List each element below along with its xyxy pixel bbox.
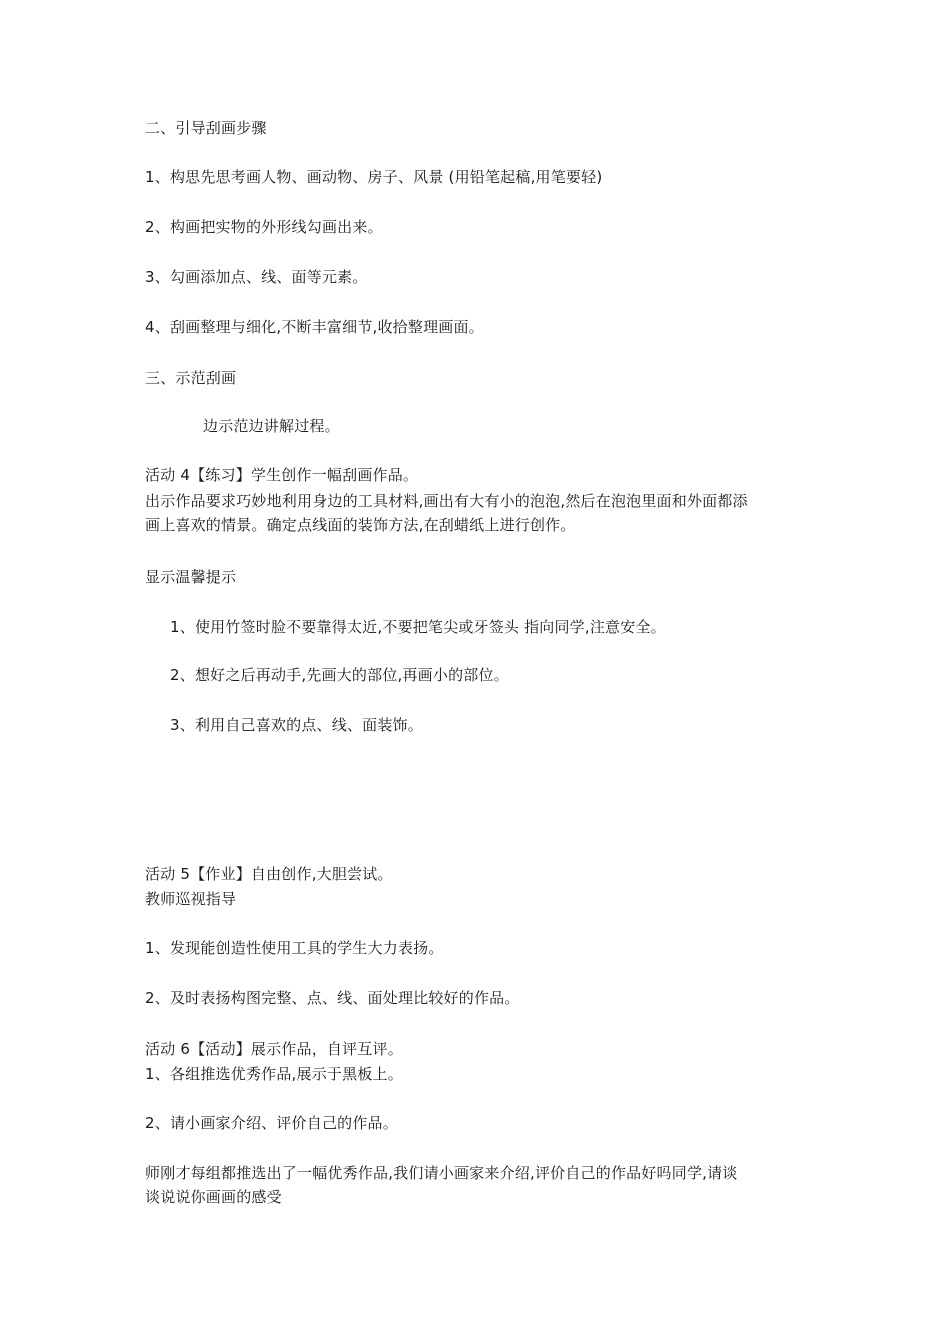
section-3-text: 边示范边讲解过程。	[203, 417, 340, 435]
section-2-step-4: 4、刮画整理与细化,不断丰富细节,收拾整理画面。	[145, 318, 484, 336]
activity-4-text-line-2: 画上喜欢的情景。确定点线面的装饰方法,在刮蜡纸上进行创作。	[145, 516, 576, 534]
section-2-heading: 二、引导刮画步骤	[145, 119, 267, 137]
activity-4-title: 活动 4【练习】学生创作一幅刮画作品。	[145, 466, 419, 484]
activity-5-subtitle: 教师巡视指导	[145, 890, 237, 908]
activity-6-item-1: 1、各组推选优秀作品,展示于黑板上。	[145, 1065, 403, 1083]
tip-2: 2、想好之后再动手,先画大的部位,再画小的部位。	[170, 666, 509, 684]
section-3-heading: 三、示范刮画	[145, 369, 237, 387]
section-2-step-2: 2、构画把实物的外形线勾画出来。	[145, 218, 383, 236]
closing-text-line-1: 师刚才每组都推选出了一幅优秀作品,我们请小画家来介绍,评价自己的作品好吗同学,请谈	[145, 1164, 738, 1182]
closing-text-line-2: 谈说说你画画的感受	[145, 1188, 282, 1206]
tips-heading: 显示温馨提示	[145, 568, 237, 586]
activity-5-item-1: 1、发现能创造性使用工具的学生大力表扬。	[145, 939, 444, 957]
activity-6-item-2: 2、请小画家介绍、评价自己的作品。	[145, 1114, 398, 1132]
section-2-step-3: 3、勾画添加点、线、面等元素。	[145, 268, 368, 286]
tip-3: 3、利用自己喜欢的点、线、面装饰。	[170, 716, 423, 734]
tip-1: 1、使用竹签时脸不要靠得太近,不要把笔尖或牙签头 指向同学,注意安全。	[170, 618, 666, 636]
activity-4-text-line-1: 出示作品要求巧妙地利用身边的工具材料,画出有大有小的泡泡,然后在泡泡里面和外面都添	[145, 492, 748, 510]
activity-6-title: 活动 6【活动】展示作品，自评互评。	[145, 1040, 403, 1058]
activity-5-title: 活动 5【作业】自由创作,大胆尝试。	[145, 865, 393, 883]
activity-5-item-2: 2、及时表扬构图完整、点、线、面处理比较好的作品。	[145, 989, 520, 1007]
section-2-step-1: 1、构思先思考画人物、画动物、房子、风景 (用铅笔起稿,用笔要轻)	[145, 168, 603, 186]
